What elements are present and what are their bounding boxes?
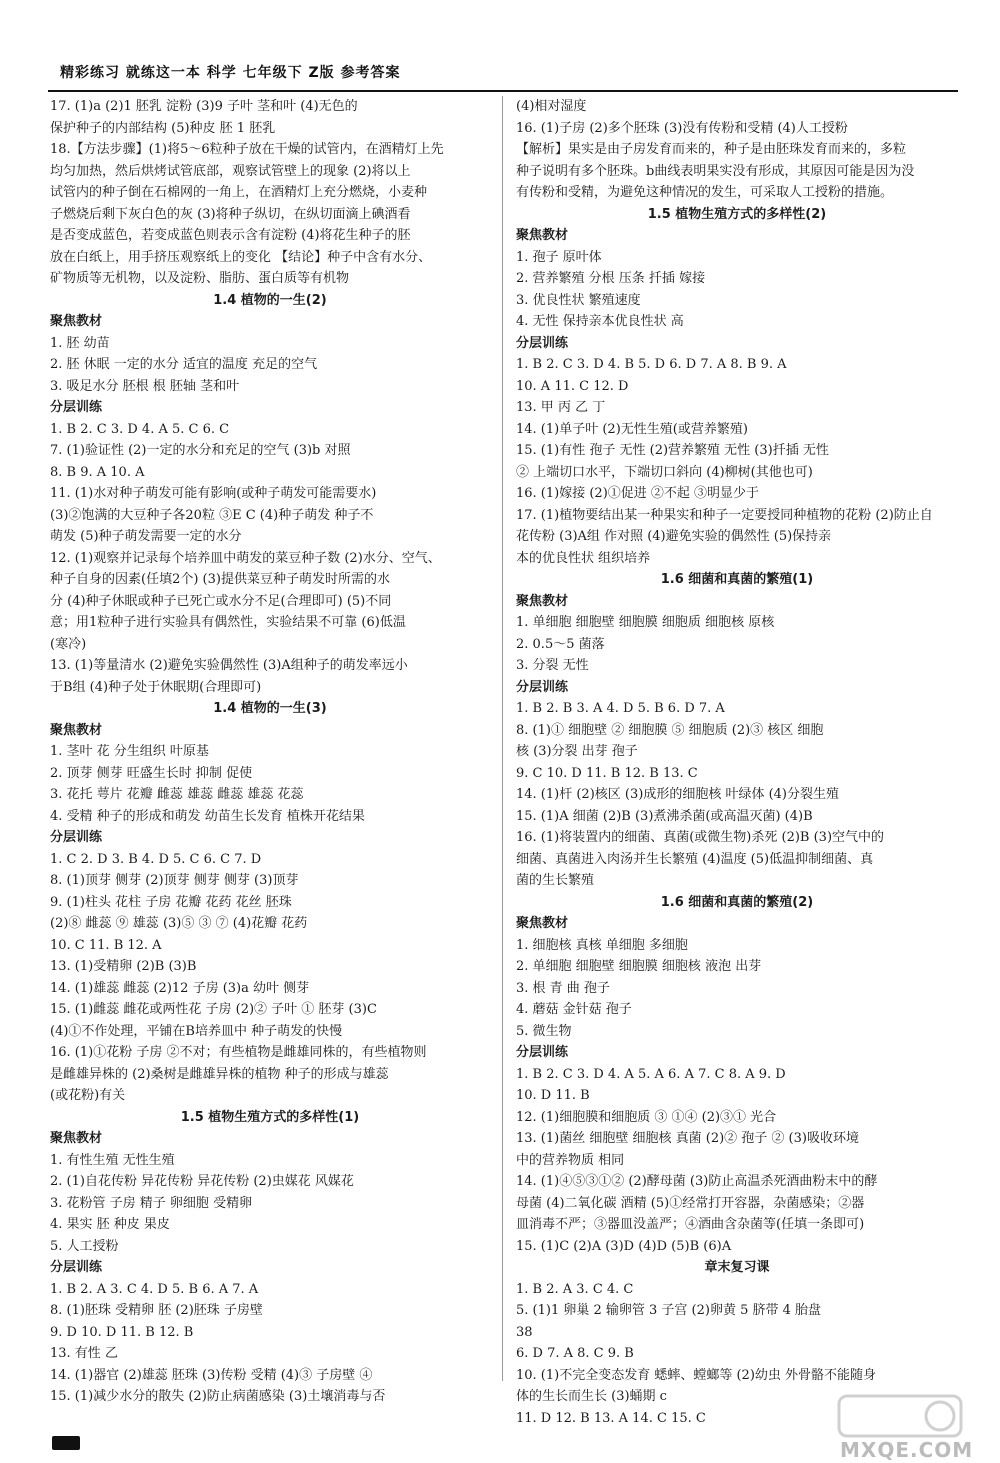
answer-line: 13. (1)受精卵 (2)B (3)B <box>50 959 197 974</box>
answer-line: 15. (1)C (2)A (3)D (4)D (5)B (6)A <box>516 1238 732 1254</box>
answer-line: 14. (1)杆 (2)核区 (3)成形的细胞核 叶绿体 (4)分裂生殖 <box>516 787 839 802</box>
answer-line: 1. B 2. A 3. C 4. C <box>516 1281 634 1297</box>
answer-line: 3. 吸足水分 胚根 根 胚轴 茎和叶 <box>50 378 240 394</box>
answer-line: 本的优良性状 组织培养 <box>516 550 651 566</box>
answer-line: 1. 单细胞 细胞壁 细胞膜 细胞质 细胞核 原核 <box>516 615 775 630</box>
answer-line: (寒冷) <box>50 636 87 652</box>
answer-line: 是雌雄异株的 (2)桑树是雌雄异株的植物 种子的形成与雄蕊 <box>50 1066 389 1082</box>
answer-line: 16. (1)子房 (2)多个胚珠 (3)没有传粉和受精 (4)人工授粉 <box>516 120 848 136</box>
answer-line: 种子说明有多个胚珠。b曲线表明果实没有形成，其原因可能是因为没 <box>516 163 915 179</box>
answer-line: 有传粉和受精，为避免这种情况的发生，可采取人工授粉的措施。 <box>516 185 894 200</box>
answer-line: 花传粉 (3)A组 作对照 (4)避免实验的偶然性 (5)保持亲 <box>516 529 832 544</box>
page-number-mark <box>52 1436 80 1450</box>
answer-line: 6. D 7. A 8. C 9. B <box>516 1346 634 1361</box>
subsection-label: 分层训练 <box>516 1045 569 1060</box>
answer-line: 核 (3)分裂 出芽 孢子 <box>516 744 638 759</box>
answer-line: 是否变成蓝色，若变成蓝色则表示含有淀粉 (4)将花生种子的胚 <box>50 228 411 243</box>
section-title: 1.6 细菌和真菌的繁殖(2) <box>660 894 814 910</box>
column-divider <box>502 96 503 1381</box>
answer-line: 种子自身的因素(任填2个) (3)提供菜豆种子萌发时所需的水 <box>50 572 390 587</box>
answer-line: 2. 胚 休眠 一定的水分 适宜的温度 充足的空气 <box>50 357 318 372</box>
section-title: 1.4 植物的一生(2) <box>213 292 327 308</box>
answer-line: 17. (1)植物要结出某一种果实和种子一定要授同种植物的花粉 (2)防止自 <box>516 507 933 523</box>
answer-line: 14. (1)单子叶 (2)无性生殖(或营养繁殖) <box>516 421 748 437</box>
answer-line: (4)①不作处理，平铺在B培养皿中 种子萌发的快慢 <box>50 1023 343 1039</box>
answer-line: 1. C 2. D 3. B 4. D 5. C 6. C 7. D <box>50 851 262 867</box>
answer-line: 8. (1)顶芽 侧芽 (2)顶芽 侧芽 侧芽 (3)顶芽 <box>50 873 299 888</box>
answer-line: 38 <box>516 1324 533 1340</box>
subsection-label: 聚焦教材 <box>50 722 103 738</box>
answer-line: 3. 分裂 无性 <box>516 658 589 673</box>
answer-line: 4. 无性 保持亲本优良性状 高 <box>516 314 684 329</box>
answer-line: 8. B 9. A 10. A <box>50 464 145 480</box>
answer-line: 12. (1)细胞膜和细胞质 ③ ①④ (2)③① 光合 <box>516 1109 777 1125</box>
answer-line: 7. (1)验证性 (2)一定的水分和充足的空气 (3)b 对照 <box>50 443 351 458</box>
header-rule <box>48 90 958 92</box>
subsection-label: 分层训练 <box>50 830 103 845</box>
answer-line: 9. D 10. D 11. B 12. B <box>50 1324 194 1340</box>
answer-line: 2. 单细胞 细胞壁 细胞膜 细胞核 液泡 出芽 <box>516 959 762 974</box>
answer-line: 1. B 2. C 3. D 4. A 5. C 6. C <box>50 421 230 437</box>
answer-line: 3. 花托 萼片 花瓣 雌蕊 雄蕊 雌蕊 雄蕊 花蕊 <box>50 787 304 802</box>
answer-line: ② 上端切口水平，下端切口斜向 (4)柳树(其他也可) <box>516 464 813 480</box>
answer-line: 1. 胚 幼苗 <box>50 335 110 351</box>
answer-line: 18.【方法步骤】(1)将5～6粒种子放在干燥的试管内，在酒精灯上先 <box>50 142 444 157</box>
answer-line: 15. (1)A 细菌 (2)B (3)煮沸杀菌(或高温灭菌) (4)B <box>516 808 813 824</box>
subsection-label: 聚焦教材 <box>516 593 569 609</box>
answer-line: 9. (1)柱头 花柱 子房 花瓣 花药 花丝 胚珠 <box>50 894 292 910</box>
answer-line: 10. C 11. B 12. A <box>50 937 162 953</box>
answer-line: 3. 优良性状 繁殖速度 <box>516 292 641 308</box>
answer-line: 5. (1)1 卵巢 2 输卵管 3 子宫 (2)卵黄 5 脐带 4 胎盘 <box>516 1303 822 1318</box>
answer-line: 10. A 11. C 12. D <box>516 378 629 394</box>
answer-line: 放在白纸上，用手挤压观察纸上的变化 【结论】种子中含有水分、 <box>50 249 432 265</box>
answer-line: 意；用1粒种子进行实验具有偶然性，实验结果不可靠 (6)低温 <box>50 615 406 630</box>
answer-line: 试管内的种子倒在石棉网的一角上，在酒精灯上充分燃烧，小麦种 <box>50 185 428 200</box>
subsection-label: 聚焦教材 <box>50 1131 103 1146</box>
answer-line: 于B组 (4)种子处于休眠期(合理即可) <box>50 679 262 695</box>
answer-line: 2. (1)自花传粉 异花传粉 异花传粉 (2)虫媒花 风媒花 <box>50 1174 354 1189</box>
subsection-label: 分层训练 <box>50 1260 103 1275</box>
subsection-label: 分层训练 <box>50 400 103 415</box>
answer-line: (2)⑧ 雌蕊 ⑨ 雄蕊 (3)⑤ ③ ⑦ (4)花瓣 花药 <box>50 916 308 931</box>
section-title: 1.5 植物生殖方式的多样性(2) <box>647 206 827 222</box>
answer-line: 2. 顶芽 侧芽 旺盛生长时 抑制 促使 <box>50 765 253 781</box>
answer-line: 17. (1)a (2)1 胚乳 淀粉 (3)9 子叶 茎和叶 (4)无色的 <box>50 99 358 114</box>
watermark-text: MXQE.COM <box>840 1438 974 1462</box>
answer-line: 中的营养物质 相同 <box>516 1152 625 1168</box>
answer-line: 4. 果实 胚 种皮 果皮 <box>50 1217 170 1232</box>
answer-line: 保护种子的内部结构 (5)种皮 胚 1 胚乳 <box>50 120 276 136</box>
answer-line: 子燃烧后剩下灰白色的灰 (3)将种子纵切，在纵切面滴上碘酒看 <box>50 206 411 222</box>
answer-line: 3. 根 青 曲 孢子 <box>516 980 610 996</box>
answer-line: 13. (1)等量清水 (2)避免实验偶然性 (3)A组种子的萌发率远小 <box>50 658 408 673</box>
section-title: 1.4 植物的一生(3) <box>213 701 327 716</box>
page-header: 精彩练习 就练这一本 科学 七年级下 Z版 参考答案 <box>60 65 401 81</box>
answer-line: 1. 茎叶 花 分生组织 叶原基 <box>50 744 209 759</box>
answer-line: 14. (1)④⑤③①② (2)酵母菌 (3)防止高温杀死酒曲粉末中的酵 <box>516 1174 878 1189</box>
answer-line: (4)相对湿度 <box>516 99 587 114</box>
answer-line: 13. (1)菌丝 细胞壁 细胞核 真菌 (2)② 孢子 ② (3)吸收环境 <box>516 1131 859 1146</box>
answer-line: 16. (1)将装置内的细菌、真菌(或微生物)杀死 (2)B (3)空气中的 <box>516 830 885 845</box>
subsection-label: 聚焦教材 <box>516 228 569 243</box>
answer-line: 1. 细胞核 真核 单细胞 多细胞 <box>516 937 688 953</box>
section-title: 1.6 细菌和真菌的繁殖(1) <box>660 572 814 587</box>
answer-line: 12. (1)观察并记录每个培养皿中萌发的菜豆种子数 (2)水分、空气、 <box>50 550 441 566</box>
answer-line: 1. B 2. B 3. A 4. D 5. B 6. D 7. A <box>516 701 725 716</box>
answer-line: 11. (1)水对种子萌发可能有影响(或种子萌发可能需要水) <box>50 486 377 501</box>
answer-line: 5. 微生物 <box>516 1023 572 1039</box>
subsection-label: 聚焦教材 <box>50 314 103 329</box>
answer-line: 4. 受精 种子的形成和萌发 幼苗生长发育 植株开花结果 <box>50 808 365 824</box>
answer-line: 10. D 11. B <box>516 1088 590 1103</box>
subsection-label: 分层训练 <box>516 679 569 695</box>
section-title: 1.5 植物生殖方式的多样性(1) <box>180 1109 360 1125</box>
answer-line: 3. 花粉管 子房 精子 卵细胞 受精卵 <box>50 1195 253 1211</box>
answer-line: (3)②饱满的大豆种子各20粒 ③E C (4)种子萌发 种子不 <box>50 507 374 523</box>
answer-line: 细菌、真菌进入肉汤并生长繁殖 (4)温度 (5)低温抑制细菌、真 <box>516 851 874 867</box>
answer-line: 9. C 10. D 11. B 12. B 13. C <box>516 765 698 781</box>
answer-line: 16. (1)①花粉 子房 ②不对；有些植物是雌雄同株的，有些植物则 <box>50 1045 427 1060</box>
answer-line: 13. 有性 乙 <box>50 1346 118 1361</box>
answer-line: 体的生长而生长 (3)蛹期 c <box>516 1389 667 1404</box>
answer-line: 2. 0.5～5 菌落 <box>516 636 605 652</box>
answer-line: 13. 甲 丙 乙 丁 <box>516 400 606 415</box>
answer-line: 皿消毒不严；③器皿没盖严；④酒曲含杂菌等(任填一条即可) <box>516 1217 865 1232</box>
section-title: 章末复习课 <box>704 1260 770 1275</box>
answer-line: 1. B 2. A 3. C 4. D 5. B 6. A 7. A <box>50 1281 259 1297</box>
answer-line: 15. (1)减少水分的散失 (2)防止病菌感染 (3)土壤消毒与否 <box>50 1389 386 1404</box>
answer-line: 矿物质等无机物，以及淀粉、脂肪、蛋白质等有机物 <box>50 271 350 286</box>
answer-line: 15. (1)有性 孢子 无性 (2)营养繁殖 无性 (3)扦插 无性 <box>516 443 829 458</box>
left-column <box>50 96 490 1408</box>
answer-line: 均匀加热，然后烘烤试管底部，观察试管壁上的现象 (2)将以上 <box>50 163 411 179</box>
answer-line: 分 (4)种子休眠或种子已死亡或水分不足(合理即可) (5)不同 <box>50 593 392 609</box>
answer-line: 11. D 12. B 13. A 14. C 15. C <box>516 1410 706 1426</box>
answer-line: 1. 孢子 原叶体 <box>516 249 602 265</box>
answer-line: 菌的生长繁殖 <box>516 873 595 888</box>
answer-line: 1. B 2. C 3. D 4. B 5. D 6. D 7. A 8. B 9. A <box>516 357 787 372</box>
answer-line: 1. 有性生殖 无性生殖 <box>50 1152 175 1168</box>
answer-line: 2. 营养繁殖 分根 压条 扦插 嫁接 <box>516 271 706 286</box>
answer-line: 16. (1)嫁接 (2)①促进 ②不起 ③明显少于 <box>516 486 760 501</box>
answer-line: 母菌 (4)二氧化碳 酒精 (5)①经常打开容器，杂菌感染；②器 <box>516 1195 865 1211</box>
right-column <box>516 96 958 1429</box>
answer-line: 14. (1)雄蕊 雌蕊 (2)12 子房 (3)a 幼叶 侧芽 <box>50 980 310 996</box>
answer-line: 5. 人工授粉 <box>50 1238 119 1254</box>
answer-line: 1. B 2. C 3. D 4. A 5. A 6. A 7. C 8. A 9. D <box>516 1066 786 1082</box>
answer-line: 14. (1)器官 (2)雄蕊 胚珠 (3)传粉 受精 (4)③ 子房壁 ④ <box>50 1367 373 1383</box>
answer-line: 4. 蘑菇 金针菇 孢子 <box>516 1002 632 1017</box>
subsection-label: 聚焦教材 <box>516 916 569 931</box>
answer-line: 8. (1)胚珠 受精卵 胚 (2)胚珠 子房壁 <box>50 1303 263 1318</box>
subsection-label: 分层训练 <box>516 335 569 351</box>
answer-line: 【解析】果实是由子房发育而来的，种子是由胚珠发育而来的，多粒 <box>516 142 907 157</box>
answer-line: (或花粉)有关 <box>50 1088 126 1103</box>
answer-line: 10. (1)不完全变态发育 蟋蟀、螳螂等 (2)幼虫 外骨骼不能随身 <box>516 1367 877 1383</box>
answer-line: 15. (1)雌蕊 雌花或两性花 子房 (2)② 子叶 ① 胚芽 (3)C <box>50 1002 377 1017</box>
answer-line: 8. (1)① 细胞壁 ② 细胞膜 ⑤ 细胞质 (2)③ 核区 细胞 <box>516 722 824 738</box>
answer-line: 萌发 (5)种子萌发需要一定的水分 <box>50 529 242 544</box>
